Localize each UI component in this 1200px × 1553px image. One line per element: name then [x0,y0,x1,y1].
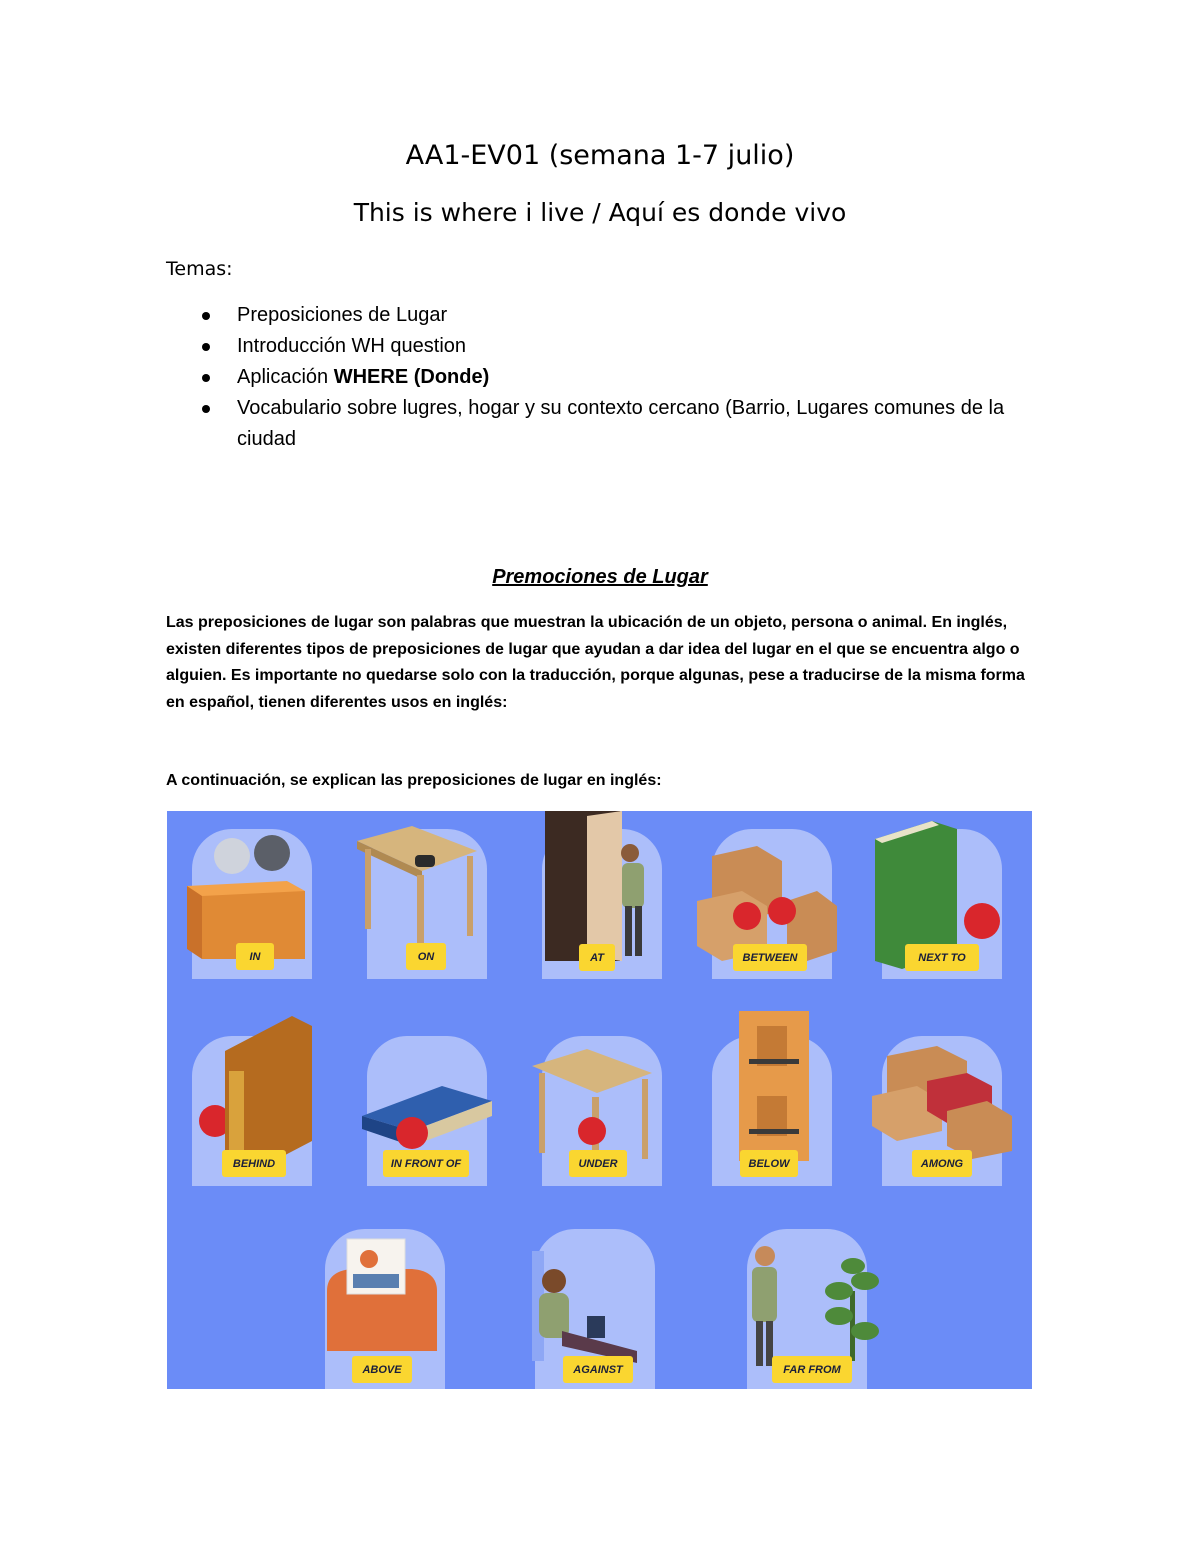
topic-item: Introducción WH question [166,331,1046,362]
label-between: BETWEEN [733,944,807,971]
section-intro: A continuación, se explican las preposiciones de lugar en inglés: [166,772,662,789]
label-under: UNDER [569,1150,627,1177]
label-next-to: NEXT TO [905,944,979,971]
building-balconies-icon [739,1011,809,1161]
topics-label: Temas: [166,258,233,280]
prepositions-infographic [167,811,1032,1389]
bullet-icon [202,405,210,413]
topic-item: Aplicación WHERE (Donde) [166,362,1046,393]
infographic-illustrations [167,811,1032,1389]
topic-item: Vocabulario sobre lugres, hogar y su contexto cercano (Barrio, Lugares comunes de la ciudad [166,393,1046,455]
section-title: Premociones de Lugar [492,566,708,588]
label-in-front-of: IN FRONT OF [383,1150,469,1177]
document-title: AA1-EV01 (semana 1-7 julio) [405,140,795,171]
document-subtitle: This is where i live / Aquí es donde vivo [353,198,847,227]
topics-list [166,300,1046,455]
section-paragraph: Las preposiciones de lugar son palabras que muestran la ubicación de un objeto, persona o animal. En inglés, existen diferentes tipos de preposiciones de lugar que ayudan a dar idea del lugar en el que se encuentra algo o alguien. Es importante no quedarse solo con la traducción, porque algunas, pese a traducirse de la misma forma en español, tienen diferentes usos en inglés: [166,614,1025,711]
label-behind: BEHIND [222,1150,286,1177]
label-among: AMONG [912,1150,972,1177]
label-against: AGAINST [563,1356,633,1383]
label-on: ON [406,943,446,970]
topic-item: Preposiciones de Lugar [166,300,1046,331]
bullet-icon [202,312,210,320]
label-above: ABOVE [352,1356,412,1383]
bullet-icon [202,343,210,351]
label-below: BELOW [740,1150,798,1177]
bullet-icon [202,374,210,382]
label-at: AT [579,944,615,971]
label-far-from: FAR FROM [772,1356,852,1383]
label-in: IN [236,943,274,970]
